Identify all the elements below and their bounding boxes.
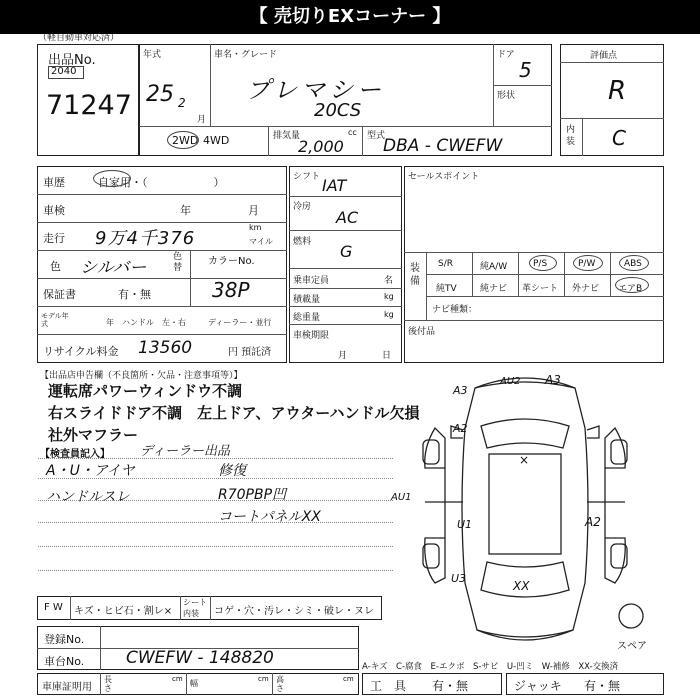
recycle-label: リサイクル料金 <box>43 345 119 358</box>
cert-width: 幅 <box>190 679 198 688</box>
drive-2wd: 2WD <box>172 134 199 147</box>
inspector-left-2: ハンドルスレ <box>46 489 130 505</box>
color-code-label: カラーNo. <box>208 256 255 267</box>
tools-value: 有・無 <box>432 679 469 693</box>
color-code-value: 38P <box>212 278 250 302</box>
equip-ext-navi: 外ナビ <box>572 284 600 294</box>
code-c: コゲ・穴・汚レ・シミ・破レ・ヌレ <box>214 606 374 617</box>
cert-length: 長さ <box>104 675 112 693</box>
doors-label: ドア <box>497 50 515 60</box>
doors-value: 5 <box>519 58 532 82</box>
cert-unit-3: cm <box>343 675 354 683</box>
mark-a3-left: A3 <box>453 384 468 397</box>
car-name: プレマシー <box>246 76 386 104</box>
mark-x: × <box>519 453 530 467</box>
shift-value: IAT <box>322 176 347 195</box>
warranty-value: 有・無 <box>118 288 151 301</box>
inspection-month: 月 <box>248 204 259 217</box>
chassis-label: 車台No. <box>44 655 85 668</box>
car-label: 車名・グレード <box>214 50 278 60</box>
ac-label: 冷房 <box>293 202 312 212</box>
mark-u1: U1 <box>457 518 473 531</box>
code-b-top: シート <box>183 598 207 607</box>
history-label: 車歴 <box>43 176 65 189</box>
car-damage-diagram <box>391 368 665 658</box>
color-change-label: 色替 <box>173 252 183 273</box>
load-label: 積載量 <box>293 295 321 305</box>
lot-number: 71247 <box>46 90 132 121</box>
equip-ps: P/S <box>533 259 548 269</box>
equip-sr: S/R <box>438 259 453 269</box>
history-value: 自家用・（ ） <box>98 176 225 189</box>
recycle-unit: 円 預託済 <box>228 347 272 358</box>
weight-unit: kg <box>384 310 394 319</box>
jack-label: ジャッキ <box>514 679 562 693</box>
model-year-label: モデル年式 <box>41 312 69 328</box>
inspector-right-3: コートパネルXX <box>218 509 321 525</box>
top-note: （軽自動車対応済） <box>38 33 120 43</box>
recycle-value: 13560 <box>138 338 193 358</box>
capacity-unit: 名 <box>384 276 394 286</box>
ac-value: AC <box>336 208 359 227</box>
code-a: キズ・ヒビ石・割レ× <box>74 606 173 617</box>
code-fw: F W <box>44 602 63 613</box>
spare-label: スペア <box>617 641 647 652</box>
lot-tag: 2040 <box>51 66 77 77</box>
interior-value: C <box>612 126 626 150</box>
fuel-label: 燃料 <box>293 237 312 247</box>
seller-note-right: ディーラー出品 <box>140 444 230 459</box>
model-year-dealer: ディーラー・並行 <box>208 318 272 327</box>
seller-note-1: 運転席パワーウィンドウ不調 <box>48 382 243 400</box>
fuel-value: G <box>340 242 353 261</box>
capacity-label: 乗車定員 <box>293 276 330 286</box>
validity-day: 日 <box>382 351 392 361</box>
displacement-label: 排気量 <box>273 131 301 141</box>
history-circle <box>93 170 131 187</box>
sales-point-label: セールスポイント <box>408 172 480 182</box>
mark-a2-upper: A2 <box>453 422 468 435</box>
cert-unit-2: cm <box>258 675 269 683</box>
weight-label: 総重量 <box>293 313 321 323</box>
equip-tv: 純TV <box>436 284 457 294</box>
code-b-bot: 内装 <box>183 609 199 618</box>
inspector-right-2: R70PBP凹 <box>218 487 287 503</box>
inspection-label: 車検 <box>43 204 65 217</box>
model-year-handle: ハンドル 左・右 <box>122 318 186 327</box>
cert-height: 高さ <box>276 675 284 693</box>
equipment-label: 装備 <box>410 263 420 287</box>
mark-a2-lower: A2 <box>585 515 601 529</box>
mark-au1: AU1 <box>391 492 412 503</box>
inspection-year: 年 <box>180 204 191 217</box>
jack-value: 有・無 <box>584 679 621 693</box>
shift-label: シフト <box>293 172 321 182</box>
mark-au2: AU2 <box>500 376 521 387</box>
equip-leather: 革シート <box>522 284 559 294</box>
chassis-value: CWEFW - 148820 <box>126 648 274 668</box>
seller-notes-label: 【出品店申告欄（不良箇所・欠品・注意事項等）】 <box>40 371 243 381</box>
inspector-left-1: A・U・アイヤ <box>46 463 135 479</box>
equip-aw: 純A/W <box>480 262 508 272</box>
color-label: 色 <box>50 260 61 273</box>
load-unit: kg <box>384 292 394 301</box>
after-parts-label: 後付品 <box>408 327 436 337</box>
shape-label: 形状 <box>497 91 516 101</box>
equip-abs: ABS <box>624 259 642 269</box>
year-value: 25 <box>146 82 174 107</box>
equip-navi: 純ナビ <box>480 284 508 294</box>
cert-unit-1: cm <box>172 675 183 683</box>
cert-label: 車庫証明用 <box>42 682 92 693</box>
mileage-value: 9万4千376 <box>95 228 196 249</box>
year-month-unit: 月 <box>197 115 207 125</box>
mileage-unit-mile: マイル <box>249 237 273 246</box>
mileage-label: 走行 <box>43 232 65 245</box>
model-year-year: 年 <box>106 318 114 327</box>
score-value: R <box>608 76 627 106</box>
mark-xx: XX <box>513 579 530 593</box>
model-label: 型式 <box>367 131 386 141</box>
seller-note-3: 社外マフラー <box>48 426 139 444</box>
interior-label: 内装 <box>566 125 576 147</box>
inspector-notes-label: 【検査員記入】 <box>40 449 110 460</box>
displacement-unit: cc <box>348 128 357 137</box>
reg-label: 登録No. <box>44 633 85 646</box>
seller-note-2: 右スライドドア不調 左上ドア、アウターハンドル欠損 <box>48 404 420 422</box>
car-grade: 20CS <box>314 100 362 121</box>
legend: A-キズ C-腐食 E-エクボ S-サビ U-凹ミ W-補修 XX-交換済 <box>362 662 619 672</box>
mileage-unit-km: km <box>249 223 262 232</box>
year-month-value: 2 <box>178 96 186 110</box>
mark-a3-right: A3 <box>545 373 561 387</box>
tools-label: 工 具 <box>370 679 407 693</box>
lot-label: 出品No. <box>48 53 96 68</box>
equip-airbag: エアB <box>618 284 643 294</box>
score-label: 評価点 <box>590 51 618 61</box>
inspector-right-1: 修復 <box>218 463 246 479</box>
model-value: DBA - CWEFW <box>383 136 503 156</box>
equip-navi-type: ナビ種類： <box>432 305 478 315</box>
displacement-value: 2,000 <box>298 137 344 156</box>
equip-pw: P/W <box>578 259 596 269</box>
drive-4wd: 4WD <box>203 134 230 147</box>
banner-title: 【 売切りEXコーナー 】 <box>0 0 700 34</box>
year-label: 年式 <box>143 50 162 60</box>
warranty-label: 保証書 <box>43 288 76 301</box>
mark-u3: U3 <box>451 572 467 585</box>
validity-label: 車検期限 <box>293 331 330 341</box>
color-value: シルバー <box>80 258 147 278</box>
validity-month: 月 <box>338 351 348 361</box>
